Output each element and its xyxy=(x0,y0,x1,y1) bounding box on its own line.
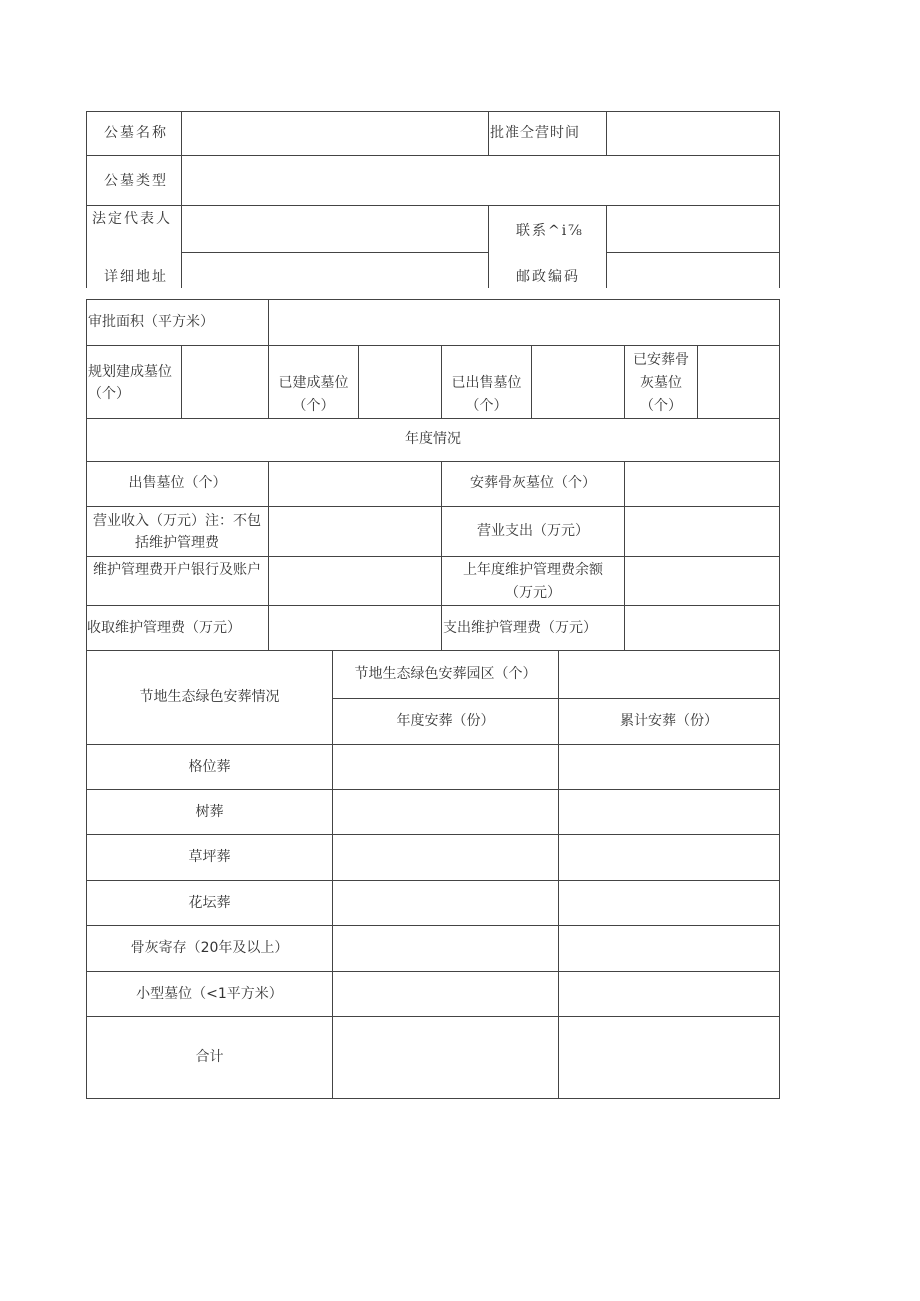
ash-storage-annual-field[interactable] xyxy=(333,926,557,970)
small-plot-cumulative-field[interactable] xyxy=(559,972,778,1015)
annual-burials-label: 年度安葬（份） xyxy=(396,713,495,729)
expense-field[interactable] xyxy=(625,507,778,555)
sold-plots-field[interactable] xyxy=(532,346,623,417)
maint-bank-label: 维护管理费开户银行及账户 xyxy=(93,562,261,578)
legal-rep-field[interactable] xyxy=(182,206,487,251)
address-field[interactable] xyxy=(182,253,487,288)
lattice-cumulative-field[interactable] xyxy=(559,745,778,788)
last-year-balance-label-1: 上年度维护管理费余额 xyxy=(463,562,603,578)
total-label: 合计 xyxy=(195,1049,224,1065)
flowerbed-annual-field[interactable] xyxy=(333,881,557,924)
flowerbed-cumulative-field[interactable] xyxy=(559,881,778,924)
maint-spent-label: 支出维护管理费（万元） xyxy=(443,620,597,636)
lattice-annual-field[interactable] xyxy=(333,745,557,788)
lawn-cumulative-field[interactable] xyxy=(559,835,778,879)
buried-ash-unit: （个） xyxy=(640,398,682,414)
approved-area-field[interactable] xyxy=(269,300,778,344)
buried-annual-label: 安葬骨灰墓位（个） xyxy=(470,475,596,491)
lawn-annual-field[interactable] xyxy=(333,835,557,879)
revenue-label: 营业收入（万元）注：不包括维护管理费 xyxy=(93,513,261,551)
last-year-balance-label-2: （万元） xyxy=(505,585,561,601)
row-label-lattice: 格位葬 xyxy=(188,759,231,775)
built-plots-unit: （个） xyxy=(292,398,335,414)
row-label-small-plot: 小型墓位（<1平方米） xyxy=(136,986,283,1002)
built-plots-label: 已建成墓位 xyxy=(278,375,349,391)
eco-parks-field[interactable] xyxy=(559,651,778,697)
cemetery-type-label: 公墓类型 xyxy=(104,173,168,189)
cemetery-type-field[interactable] xyxy=(182,156,778,204)
ash-storage-cumulative-field[interactable] xyxy=(559,926,778,970)
row-label-lawn: 草坪葬 xyxy=(188,849,231,865)
approval-time-field[interactable] xyxy=(607,112,778,154)
planned-plots-label: 规划建成墓位（个） xyxy=(88,364,172,402)
revenue-field[interactable] xyxy=(269,507,440,555)
row-label-flowerbed: 花坛葬 xyxy=(188,895,231,911)
sold-plots-unit: （个） xyxy=(465,398,508,414)
eco-parks-label: 节地生态绿色安葬园区（个） xyxy=(354,666,537,682)
cumulative-burials-label: 累计安葬（份） xyxy=(620,713,718,729)
postcode-field[interactable] xyxy=(607,253,778,288)
address-label: 详细地址 xyxy=(104,269,168,285)
small-plot-annual-field[interactable] xyxy=(333,972,557,1015)
contact-field[interactable] xyxy=(607,206,778,251)
legal-rep-label: 法定代表人 xyxy=(92,211,172,227)
sold-annual-label: 出售墓位（个） xyxy=(128,475,227,491)
last-year-balance-field[interactable] xyxy=(625,557,778,604)
maint-bank-field[interactable] xyxy=(269,557,440,604)
buried-ash-field[interactable] xyxy=(698,346,778,417)
row-label-tree: 树葬 xyxy=(195,804,224,820)
cemetery-name-field[interactable] xyxy=(182,112,487,154)
tree-cumulative-field[interactable] xyxy=(559,790,778,833)
contact-label: 联系^i⅞ xyxy=(516,223,584,239)
postcode-label: 邮政编码 xyxy=(516,269,580,285)
built-plots-field[interactable] xyxy=(359,346,440,417)
sold-plots-label: 已出售墓位 xyxy=(451,375,522,391)
tree-annual-field[interactable] xyxy=(333,790,557,833)
cemetery-name-label: 公墓名称 xyxy=(104,125,168,141)
maint-collected-label: 收取维护管理费（万元） xyxy=(87,620,241,636)
approval-time-label: 批准仝营时间 xyxy=(490,125,580,141)
sold-annual-field[interactable] xyxy=(269,462,440,505)
maint-spent-field[interactable] xyxy=(625,606,778,649)
eco-header: 节地生态绿色安葬情况 xyxy=(139,689,280,705)
buried-annual-field[interactable] xyxy=(625,462,778,505)
row-label-ash-storage: 骨灰寄存（20年及以上） xyxy=(130,940,289,956)
maint-collected-field[interactable] xyxy=(269,606,440,649)
buried-ash-label-2: 灰墓位 xyxy=(640,375,682,391)
total-cumulative-field[interactable] xyxy=(559,1017,778,1097)
total-annual-field[interactable] xyxy=(333,1017,557,1097)
expense-label: 营业支出（万元） xyxy=(477,523,589,539)
annual-header: 年度情况 xyxy=(405,431,461,447)
approved-area-label: 审批面积（平方米） xyxy=(88,314,214,330)
buried-ash-label-1: 已安葬骨 xyxy=(633,352,689,368)
planned-plots-field[interactable] xyxy=(182,346,267,417)
